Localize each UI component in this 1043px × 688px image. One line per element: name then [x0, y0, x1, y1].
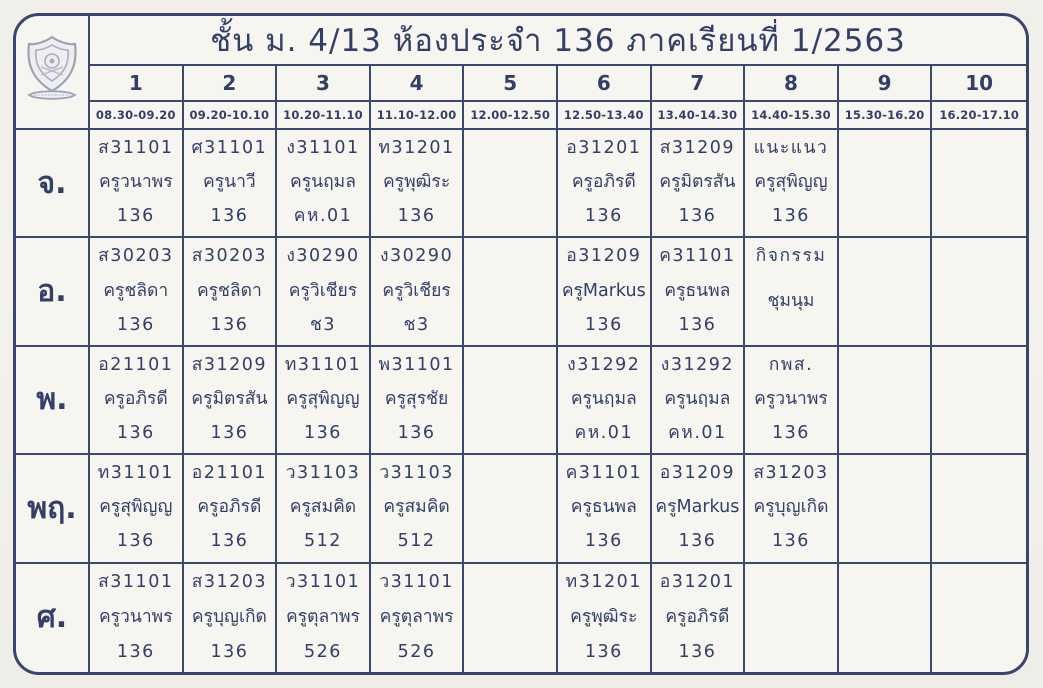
day-label: ศ. — [36, 600, 68, 636]
period-number-cell — [839, 66, 933, 102]
period-number: 9 — [877, 71, 892, 95]
schedule-cell — [932, 130, 1026, 238]
room-number: 136 — [116, 206, 155, 227]
teacher-name: ครูอภิรดี — [665, 606, 730, 627]
subject-code: กิจกรรม — [755, 246, 827, 267]
day-label-cell — [16, 238, 90, 346]
room-number: 136 — [210, 206, 249, 227]
room-number: 136 — [210, 531, 249, 552]
day-label-cell — [16, 130, 90, 238]
room-number: 136 — [772, 531, 810, 552]
period-time: 13.40-14.30 — [657, 108, 738, 122]
schedule-cell — [652, 564, 746, 672]
teacher-name: ครูบุญเกิด — [191, 606, 267, 627]
schedule-cell — [745, 564, 839, 672]
teacher-name: ครูวิเชียร — [288, 280, 358, 301]
schedule-cell — [90, 130, 184, 238]
room-number: 512 — [304, 531, 342, 552]
schedule-cell — [90, 347, 184, 455]
timetable-grid — [13, 13, 1029, 675]
teacher-name: ครูอภิรดี — [103, 388, 168, 409]
schedule-cell — [652, 130, 746, 238]
subject-code: ส30203 — [191, 246, 268, 267]
room-number: 136 — [584, 206, 623, 227]
teacher-name: ครูวิเชียร — [382, 280, 451, 301]
day-label-cell — [16, 564, 90, 672]
room-number: 526 — [397, 641, 436, 662]
period-time-cell — [558, 102, 652, 130]
room-number: 136 — [678, 531, 717, 552]
subject-code: ค31101 — [659, 246, 736, 267]
teacher-name: ครูสุรชัย — [384, 388, 449, 409]
subject-code: ท31101 — [284, 354, 362, 375]
teacher-name: ครูนาวี — [203, 172, 256, 193]
schedule-cell — [932, 347, 1026, 455]
teacher-name: ครูชลิดา — [103, 280, 169, 301]
schedule-cell — [277, 455, 371, 563]
teacher-name: ชุมนุม — [767, 290, 815, 311]
period-time: 09.20-10.10 — [189, 108, 270, 122]
schedule-cell — [932, 455, 1026, 563]
schedule-cell — [558, 564, 652, 672]
room-number: 136 — [304, 423, 342, 444]
teacher-name: ครูMarkus — [561, 280, 646, 301]
schedule-cell — [745, 238, 839, 346]
teacher-name: ครูอภิรดี — [197, 497, 262, 518]
subject-code: ว31103 — [285, 463, 361, 484]
subject-code: ส30203 — [98, 246, 174, 267]
period-number-cell — [464, 66, 558, 102]
period-time-cell — [277, 102, 371, 130]
schedule-cell — [464, 455, 558, 563]
schedule-cell — [184, 238, 278, 346]
schedule-cell — [277, 238, 371, 346]
subject-code: ส31203 — [753, 463, 829, 484]
period-number: 2 — [222, 71, 237, 95]
room-number: 136 — [678, 206, 717, 227]
schedule-cell — [839, 564, 933, 672]
period-time-cell — [932, 102, 1026, 130]
teacher-name: ครูมิตรสัน — [659, 172, 736, 193]
schedule-cell — [839, 238, 933, 346]
subject-code: ส31101 — [98, 138, 174, 158]
room-number: 136 — [116, 531, 155, 552]
schedule-cell — [464, 238, 558, 346]
period-number: 10 — [965, 71, 994, 95]
teacher-name: ครูมิตรสัน — [191, 388, 268, 409]
period-number: 3 — [316, 71, 330, 95]
schedule-cell — [839, 347, 933, 455]
period-number-cell — [371, 66, 465, 102]
schedule-cell — [558, 455, 652, 563]
day-label: อ. — [37, 274, 67, 310]
schedule-cell — [932, 564, 1026, 672]
subject-code: อ31201 — [659, 571, 735, 592]
day-label: พฤ. — [27, 490, 77, 526]
subject-code: ว31101 — [379, 571, 454, 592]
teacher-name: ครูนฤมล — [570, 388, 637, 409]
period-time-cell — [745, 102, 839, 130]
schedule-cell — [745, 455, 839, 563]
period-time: 16.20-17.10 — [939, 108, 1020, 122]
schedule-cell — [277, 564, 371, 672]
schedule-cell — [652, 347, 746, 455]
schedule-cell — [652, 238, 746, 346]
subject-code: ง31292 — [567, 354, 641, 375]
subject-code: ว31103 — [379, 463, 454, 484]
schedule-cell — [839, 130, 933, 238]
period-number: 1 — [128, 71, 143, 95]
teacher-name: ครูวนาพร — [98, 172, 173, 193]
teacher-name: ครูนฤมล — [664, 388, 731, 409]
subject-code: ว31101 — [285, 571, 361, 592]
schedule-cell — [558, 347, 652, 455]
room-number: 136 — [772, 423, 810, 444]
room-number: คห.01 — [668, 423, 727, 444]
room-number: 136 — [678, 314, 717, 335]
subject-code: ง30290 — [286, 246, 360, 267]
room-number: ช3 — [309, 314, 336, 335]
teacher-name: ครูบุญเกิด — [753, 497, 829, 518]
room-number: 136 — [584, 314, 623, 335]
schedule-cell — [652, 455, 746, 563]
period-number-cell — [277, 66, 371, 102]
teacher-name: ครูพุฒิระ — [382, 172, 451, 193]
schedule-cell — [184, 455, 278, 563]
teacher-name: ครูวนาพร — [754, 388, 828, 409]
teacher-name: ครูชลิดา — [196, 280, 262, 301]
period-time-cell — [652, 102, 746, 130]
schedule-cell — [184, 347, 278, 455]
schedule-cell — [839, 455, 933, 563]
period-number-cell — [90, 66, 184, 102]
schedule-cell — [558, 130, 652, 238]
period-time: 15.30-16.20 — [844, 108, 925, 122]
schedule-cell — [371, 238, 465, 346]
subject-code: อ31209 — [659, 463, 735, 484]
room-number: 136 — [397, 206, 436, 227]
schedule-cell — [371, 564, 465, 672]
period-time: 08.30-09.20 — [95, 108, 176, 122]
period-number: 4 — [409, 71, 424, 95]
period-number: 6 — [596, 71, 611, 95]
room-number: 136 — [116, 423, 155, 444]
period-time-cell — [184, 102, 278, 130]
teacher-name: ครูธนพล — [570, 497, 637, 518]
day-label: จ. — [37, 165, 67, 201]
room-number: คห.01 — [293, 206, 353, 227]
room-number: 526 — [304, 641, 342, 662]
day-label-cell — [16, 455, 90, 563]
subject-code: พ31101 — [378, 354, 455, 375]
schedule-cell — [184, 564, 278, 672]
room-number: 136 — [584, 641, 623, 662]
teacher-name: ครูนฤมล — [290, 172, 356, 193]
period-number: 5 — [503, 71, 518, 95]
teacher-name: ครูMarkus — [655, 497, 740, 518]
period-number-cell — [745, 66, 839, 102]
teacher-name: ครูสุพิญญ — [754, 172, 828, 193]
subject-code: อ21101 — [191, 463, 267, 484]
period-number: 8 — [784, 71, 798, 95]
room-number: คห.01 — [574, 423, 634, 444]
teacher-name: ครูสมคิด — [383, 497, 450, 518]
schedule-cell — [932, 238, 1026, 346]
period-number-cell — [184, 66, 278, 102]
schedule-cell — [277, 347, 371, 455]
room-number: 136 — [678, 641, 717, 662]
schedule-cell — [90, 238, 184, 346]
schedule-cell — [90, 455, 184, 563]
schedule-cell — [184, 130, 278, 238]
schedule-cell — [464, 564, 558, 672]
period-time: 12.50-13.40 — [563, 108, 644, 122]
subject-code: ค31101 — [565, 463, 642, 484]
schedule-cell — [745, 347, 839, 455]
schedule-cell — [464, 130, 558, 238]
teacher-name: ครูอภิรดี — [571, 172, 636, 193]
logo-cell — [16, 16, 90, 130]
schedule-cell — [558, 238, 652, 346]
school-crest-icon — [23, 33, 81, 111]
subject-code: ส31209 — [659, 138, 736, 158]
period-time-cell — [464, 102, 558, 130]
schedule-cell — [371, 130, 465, 238]
subject-code: ส31101 — [98, 571, 174, 592]
day-label: พ. — [36, 382, 68, 418]
subject-code: กพส. — [768, 354, 814, 375]
schedule-cell — [90, 564, 184, 672]
room-number: ช3 — [403, 314, 430, 335]
subject-code: ง31101 — [286, 138, 360, 158]
room-number: 136 — [210, 641, 249, 662]
room-number: 136 — [772, 206, 810, 227]
teacher-name: ครูตุลาพร — [379, 606, 454, 627]
room-number: 136 — [116, 641, 155, 662]
period-time: 14.40-15.30 — [751, 108, 831, 122]
page-title: ชั้น ม. 4/13 ห้องประจำ 136 ภาคเรียนที่ 1/2563 — [90, 16, 1026, 66]
period-number-cell — [932, 66, 1026, 102]
schedule-cell — [745, 130, 839, 238]
period-number-cell — [558, 66, 652, 102]
teacher-name: ครูวนาพร — [98, 606, 173, 627]
subject-code: ท31201 — [378, 138, 455, 158]
room-number: 136 — [584, 531, 623, 552]
teacher-name: ครูสุพิญญ — [286, 388, 360, 409]
period-number-cell — [652, 66, 746, 102]
subject-code: อ21101 — [98, 354, 174, 375]
subject-code: ท31101 — [97, 463, 174, 484]
room-number: 136 — [116, 314, 155, 335]
room-number: 136 — [397, 423, 436, 444]
period-time: 10.20-11.10 — [283, 108, 363, 122]
subject-code: อ31201 — [566, 138, 642, 158]
subject-code: อ31209 — [566, 246, 642, 267]
schedule-cell — [371, 455, 465, 563]
period-time-cell — [839, 102, 933, 130]
teacher-name: ครูธนพล — [664, 280, 731, 301]
period-time-cell — [90, 102, 184, 130]
period-time: 12.00-12.50 — [470, 108, 551, 122]
teacher-name: ครูสมคิด — [289, 497, 357, 518]
subject-code: ท31201 — [565, 571, 642, 592]
subject-code: แนะแนว — [753, 138, 829, 158]
schedule-cell — [371, 347, 465, 455]
teacher-name: ครูตุลาพร — [286, 606, 360, 627]
period-time-cell — [371, 102, 465, 130]
teacher-name: ครูพุฒิระ — [570, 606, 638, 627]
teacher-name: ครูสุพิญญ — [99, 497, 173, 518]
subject-code: ง31292 — [660, 354, 734, 375]
subject-code: ศ31101 — [191, 138, 268, 158]
room-number: 136 — [210, 423, 249, 444]
schedule-cell — [277, 130, 371, 238]
subject-code: ส31209 — [191, 354, 268, 375]
period-number: 7 — [690, 71, 705, 95]
subject-code: ง30290 — [379, 246, 454, 267]
day-label-cell — [16, 347, 90, 455]
room-number: 136 — [210, 314, 249, 335]
subject-code: ส31203 — [191, 571, 268, 592]
schedule-cell — [464, 347, 558, 455]
room-number: 512 — [397, 531, 436, 552]
period-time: 11.10-12.00 — [376, 108, 457, 122]
